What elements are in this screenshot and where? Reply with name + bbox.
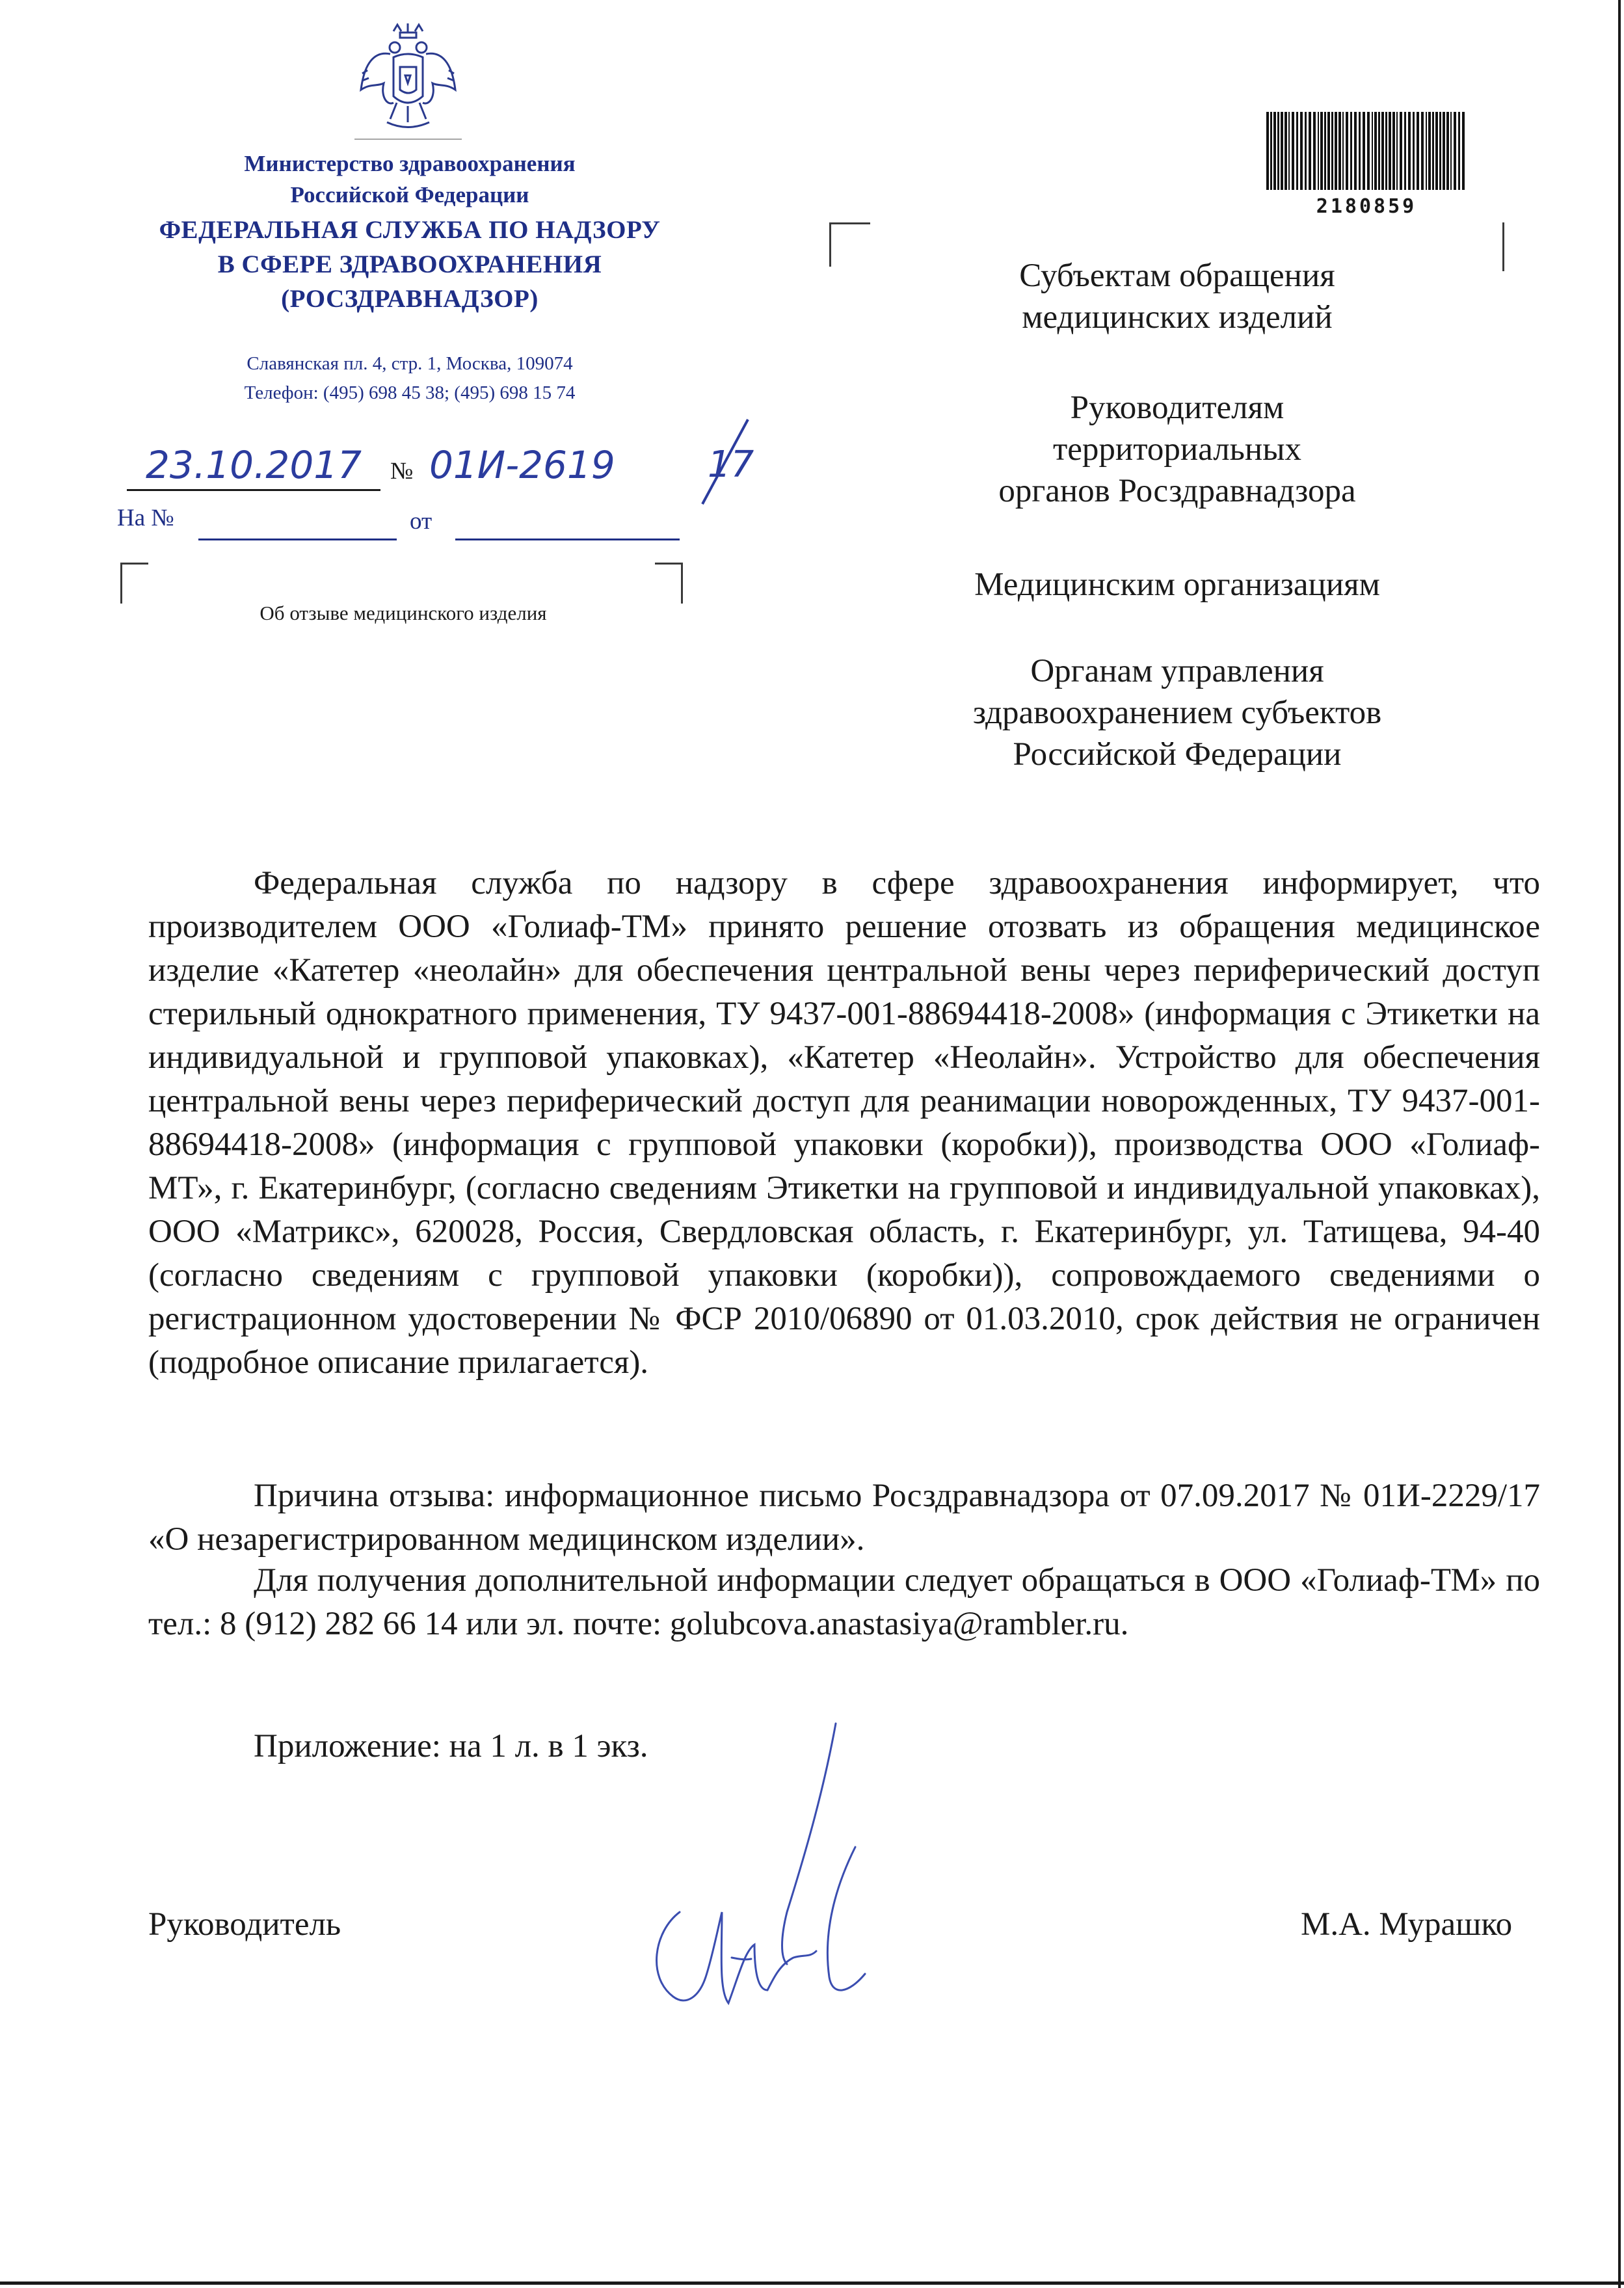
barcode-bar xyxy=(1385,112,1387,190)
letterhead-ministry xyxy=(104,148,715,211)
addressee-2-line-2: территориальных xyxy=(1053,431,1301,468)
barcode-bar xyxy=(1439,112,1441,190)
barcode-bar xyxy=(1363,112,1365,190)
barcode-bar xyxy=(1266,112,1269,190)
barcode-bar xyxy=(1318,112,1319,190)
barcode-bar xyxy=(1454,112,1456,190)
barcode-bar xyxy=(1367,112,1370,190)
addressee-4-line-2: здравоохранением субъектов xyxy=(972,695,1382,731)
addressee-2 xyxy=(911,387,1444,512)
barcode-bar xyxy=(1381,112,1384,190)
addressee-1-line-2: медицинских изделий xyxy=(1022,299,1333,336)
reference-date-label: от xyxy=(410,508,433,535)
russian-coat-of-arms-icon xyxy=(354,18,462,148)
barcode-bar xyxy=(1320,112,1323,190)
barcode-bar xyxy=(1296,112,1298,190)
barcode-bar xyxy=(1273,112,1276,190)
address-corner-right xyxy=(1463,222,1504,271)
ministry-line-1: Министерство здравоохранения xyxy=(244,151,576,176)
addressee-1-line-1: Субъектам обращения xyxy=(1019,258,1335,294)
barcode-bar xyxy=(1374,112,1377,190)
barcode-bar xyxy=(1305,112,1307,190)
barcode-bar xyxy=(1281,112,1283,190)
service-line-3: (РОСЗДРАВНАДЗОР) xyxy=(281,285,539,313)
service-line-2: В СФЕРЕ ЗДРАВООХРАНЕНИЯ xyxy=(217,250,602,278)
service-line-1: ФЕДЕРАЛЬНАЯ СЛУЖБА ПО НАДЗОРУ xyxy=(159,216,661,244)
letterhead-contacts xyxy=(104,349,715,408)
barcode-bar xyxy=(1413,112,1415,190)
barcode-bar xyxy=(1270,112,1272,190)
barcode-bar xyxy=(1342,112,1344,190)
letterhead-phone: Телефон: (495) 698 45 38; (495) 698 15 74 xyxy=(244,382,576,403)
barcode-bar xyxy=(1392,112,1395,190)
addressee-4-line-3: Российской Федерации xyxy=(1013,736,1342,773)
barcode-bar xyxy=(1288,112,1290,190)
addressee-4-line-1: Органам управления xyxy=(1030,653,1324,689)
barcode-bar xyxy=(1458,112,1460,190)
addressee-4 xyxy=(911,650,1444,775)
barcode-bar xyxy=(1354,112,1357,190)
barcode-bar xyxy=(1462,112,1465,190)
registration-number: 01И-2619 xyxy=(429,443,615,487)
barcode-bar xyxy=(1338,112,1341,190)
barcode-bar xyxy=(1450,112,1452,190)
addressee-3 xyxy=(911,564,1444,605)
barcode-bar xyxy=(1300,112,1303,190)
reference-date-line xyxy=(455,539,680,540)
barcode-bar xyxy=(1389,112,1391,190)
body-paragraph-3: Для получения дополнительной информации следует обращаться в ООО «Голиаф-ТМ» по тел.: 8 (912) 282 66 14 или эл. почте: golubcova.anastasiya@rambler.ru. xyxy=(148,1562,1540,1642)
barcode-bar xyxy=(1443,112,1445,190)
addressee-1 xyxy=(911,255,1444,338)
barcode-bar xyxy=(1428,112,1431,190)
barcode-bar xyxy=(1432,112,1434,190)
page-edge-bottom xyxy=(0,2281,1624,2285)
address-corner-left xyxy=(829,222,870,267)
letter-subject: Об отзыве медицинского изделия xyxy=(260,602,547,624)
body-paragraph-1: Федеральная служба по надзору в сфере здравоохранения информирует, что производителем ООО «Голиаф-ТМ» принято решение отозвать из обращения медицинское изделие «Катетер «неолайн» для обеспечения центральной вены через периферический доступ стерильный однократного применения, ТУ 9437-001-88694418-2008» (информация с Этикетки на индивидуальной и групповой упаковках), «Катетер «Неолайн». Устройство для обеспечения центральной вены через периферический доступ для реанимации новорожденных, ТУ 9437-001-88694418-2008» (информация с групповой упаковки (коробки)), производства ООО «Голиаф-МТ», г. Екатеринбург, (согласно сведениям Этикетки на групповой и индивидуальной упаковках), ООО «Матрикс», 620028, Россия, Свердловская область, г. Екатеринбург, ул. Татищева, 94-40 (согласно сведениям с групповой упаковки (коробки)), сопровождаемого сведениями о регистрационном удостоверении № ФСР 2010/06890 от 01.03.2010, срок действия не ограничен (подробное описание прилагается). xyxy=(148,865,1540,1381)
reference-number-line xyxy=(198,539,397,540)
barcode-bar xyxy=(1331,112,1333,190)
addressee-2-line-1: Руководителям xyxy=(1070,390,1285,426)
barcode-bar xyxy=(1372,112,1373,190)
signatory-role: Руководитель xyxy=(148,1906,341,1943)
letterhead-service xyxy=(104,213,715,316)
signatory-name: М.А. Мурашко xyxy=(1301,1906,1513,1943)
letterhead-address: Славянская пл. 4, стр. 1, Москва, 109074 xyxy=(246,353,573,374)
appendix-note: Приложение: на 1 л. в 1 экз. xyxy=(254,1728,648,1764)
barcode-bar xyxy=(1378,112,1380,190)
barcode-bar xyxy=(1292,112,1294,190)
barcode-bar xyxy=(1404,112,1406,190)
barcode-bar xyxy=(1335,112,1337,190)
registration-year: 17 xyxy=(708,444,754,486)
handwritten-signature xyxy=(641,1717,946,2023)
subject-corner-left xyxy=(120,563,148,604)
barcode-bar xyxy=(1346,112,1348,190)
addressee-2-line-3: органов Росздравнадзора xyxy=(998,473,1356,509)
barcode-bar xyxy=(1417,112,1419,190)
barcode-bar xyxy=(1327,112,1330,190)
barcode-bar xyxy=(1421,112,1424,190)
barcode-bar xyxy=(1435,112,1438,190)
barcode-bar xyxy=(1359,112,1361,190)
barcode-bar xyxy=(1324,112,1326,190)
barcode-bar xyxy=(1400,112,1402,190)
barcode-bar xyxy=(1309,112,1311,190)
registration-date: 23.10.2017 xyxy=(127,442,380,491)
barcode-bar xyxy=(1396,112,1398,190)
barcode-bar xyxy=(1285,112,1287,190)
barcode-bar xyxy=(1446,112,1449,190)
barcode-bar xyxy=(1313,112,1316,190)
registration-number-sign: № xyxy=(390,458,414,485)
body-paragraph-2: Причина отзыва: информационное письмо Росздравнадзора от 07.09.2017 № 01И-2229/17 «О незарегистрированном медицинском изделии». xyxy=(148,1478,1540,1558)
barcode-bar xyxy=(1426,112,1427,190)
reference-number-label: На № xyxy=(117,505,174,531)
barcode-bar xyxy=(1408,112,1411,190)
page-edge-right xyxy=(1618,0,1621,2288)
barcode xyxy=(1265,112,1468,200)
ministry-line-2: Российской Федерации xyxy=(290,182,529,207)
barcode-number: 2180859 xyxy=(1316,195,1417,218)
subject-corner-right xyxy=(655,563,683,604)
barcode-bar xyxy=(1350,112,1352,190)
addressee-3-line-1: Медицинским организациям xyxy=(974,566,1380,603)
barcode-bar xyxy=(1277,112,1279,190)
